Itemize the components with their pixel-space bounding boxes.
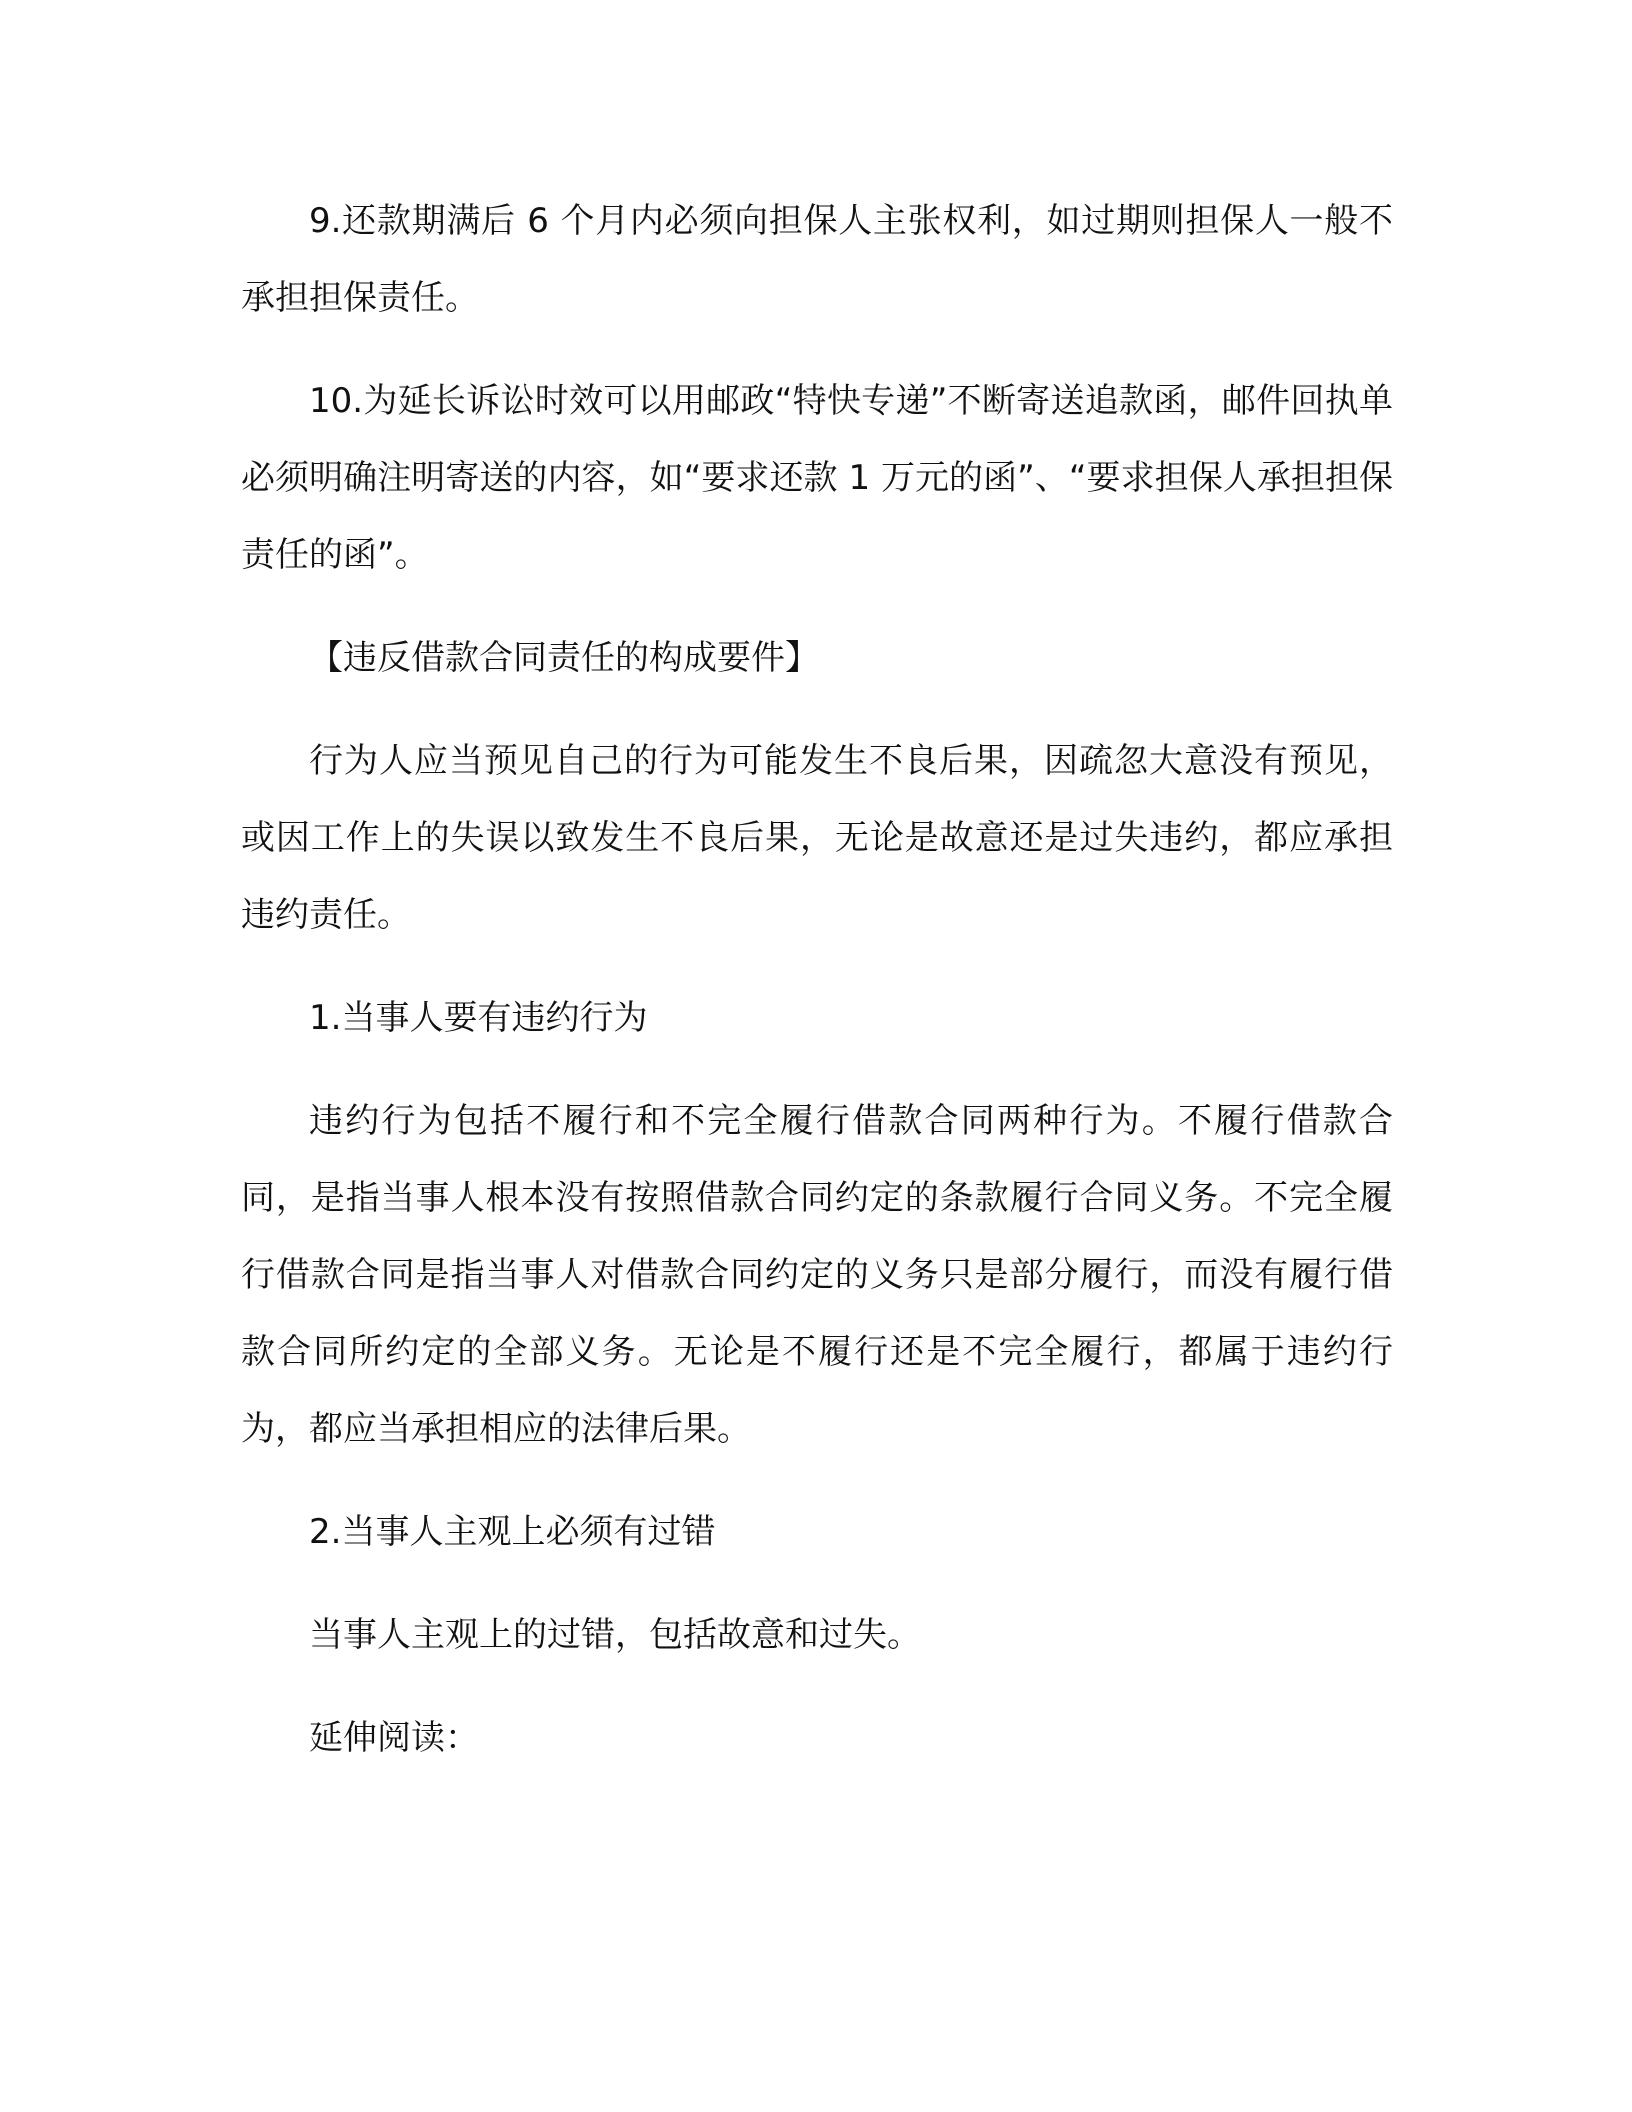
- paragraph-fault: 当事人主观上的过错，包括故意和过失。: [309, 1615, 921, 1655]
- paragraph-item-9: 9.还款期满后 6 个月内必须向担保人主张权利，如过期则担保人一般不承担担保责任。: [241, 201, 1393, 318]
- subheading-fault: 2.当事人主观上必须有过错: [309, 1512, 716, 1552]
- subheading-breach-act: 1.当事人要有违约行为: [309, 998, 648, 1038]
- document-body: [241, 183, 1393, 1803]
- paragraph-item-10: 10.为延长诉讼时效可以用邮政“特快专递”不断寄送追款函，邮件回执单必须明确注明寄送的内容，如“要求还款 1 万元的函”、“要求担保人承担担保责任的函”。: [241, 381, 1393, 575]
- paragraph-liability-intro: 行为人应当预见自己的行为可能发生不良后果，因疏忽大意没有预见，或因工作上的失误以致发生不良后果，无论是故意还是过失违约，都应承担违约责任。: [241, 741, 1393, 935]
- paragraph-breach-act: 违约行为包括不履行和不完全履行借款合同两种行为。不履行借款合同，是指当事人根本没有按照借款合同约定的条款履行合同义务。不完全履行借款合同是指当事人对借款合同约定的义务只是部分履行，而没有履行借款合同所约定的全部义务。无论是不履行还是不完全履行，都属于违约行为，都应当承担相应的法律后果。: [241, 1101, 1393, 1449]
- section-heading: 【违反借款合同责任的构成要件】: [309, 638, 819, 678]
- extended-reading-label: 延伸阅读：: [309, 1718, 479, 1758]
